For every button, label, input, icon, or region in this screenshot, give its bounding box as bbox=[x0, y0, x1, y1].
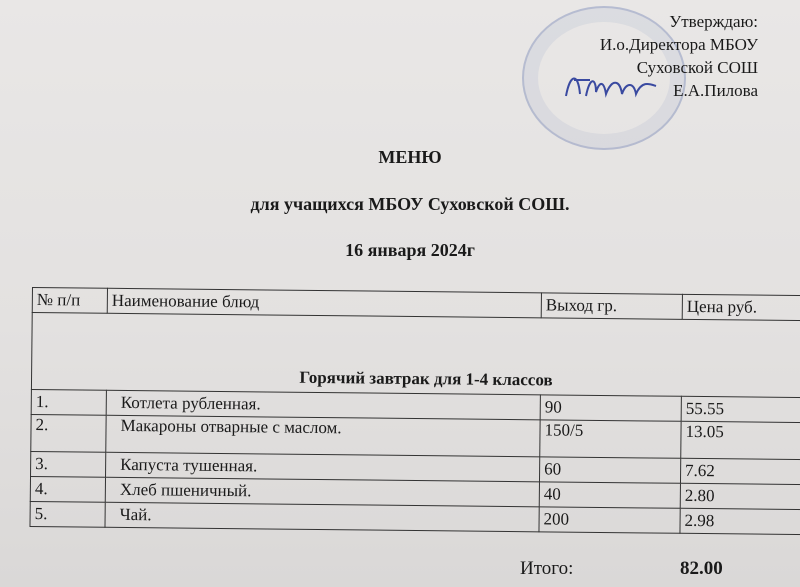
row-dish-name: Макароны отварные с маслом. bbox=[106, 415, 540, 457]
row-number: 2. bbox=[31, 414, 106, 452]
header-number: № п/п bbox=[32, 288, 107, 314]
row-number: 3. bbox=[31, 451, 106, 477]
section-row bbox=[31, 313, 800, 398]
row-price: 2.98 bbox=[680, 508, 800, 534]
row-price: 55.55 bbox=[681, 396, 800, 422]
menu-date: 16 января 2024г bbox=[345, 240, 475, 260]
row-yield: 90 bbox=[540, 395, 681, 421]
row-price: 7.62 bbox=[680, 458, 800, 484]
row-yield: 200 bbox=[539, 507, 680, 533]
menu-title: МЕНЮ bbox=[378, 147, 442, 167]
row-number: 1. bbox=[31, 389, 106, 415]
row-yield: 40 bbox=[539, 482, 680, 508]
row-price: 2.80 bbox=[680, 483, 800, 509]
total-label: Итого: bbox=[520, 558, 574, 579]
approval-position: И.о.Директора МБОУ bbox=[599, 35, 758, 54]
menu-table bbox=[29, 287, 800, 535]
row-yield: 150/5 bbox=[540, 420, 681, 458]
menu-subtitle: для учащихся МБОУ Суховской СОШ. bbox=[250, 194, 570, 214]
header-dish-name: Наименование блюд bbox=[107, 288, 541, 318]
row-dish-name: Чай. bbox=[105, 502, 539, 532]
header-yield: Выход гр. bbox=[541, 293, 682, 319]
approval-name: Е.А.Пилова bbox=[673, 81, 758, 100]
section-title: Горячий завтрак для 1-4 классов bbox=[31, 313, 800, 398]
row-price: 13.05 bbox=[681, 421, 800, 459]
row-number: 4. bbox=[30, 476, 105, 502]
approval-school: Суховской СОШ bbox=[636, 58, 758, 77]
row-dish-name: Котлета рубленная. bbox=[106, 390, 540, 420]
row-dish-name: Капуста тушенная. bbox=[106, 452, 540, 482]
total-value: 82.00 bbox=[680, 558, 723, 579]
approval-block bbox=[600, 10, 758, 102]
header-price: Цена руб. bbox=[682, 294, 800, 320]
row-yield: 60 bbox=[539, 457, 680, 483]
approval-heading: Утверждаю: bbox=[669, 12, 758, 31]
row-dish-name: Хлеб пшеничный. bbox=[105, 477, 539, 507]
row-number: 5. bbox=[30, 501, 105, 527]
